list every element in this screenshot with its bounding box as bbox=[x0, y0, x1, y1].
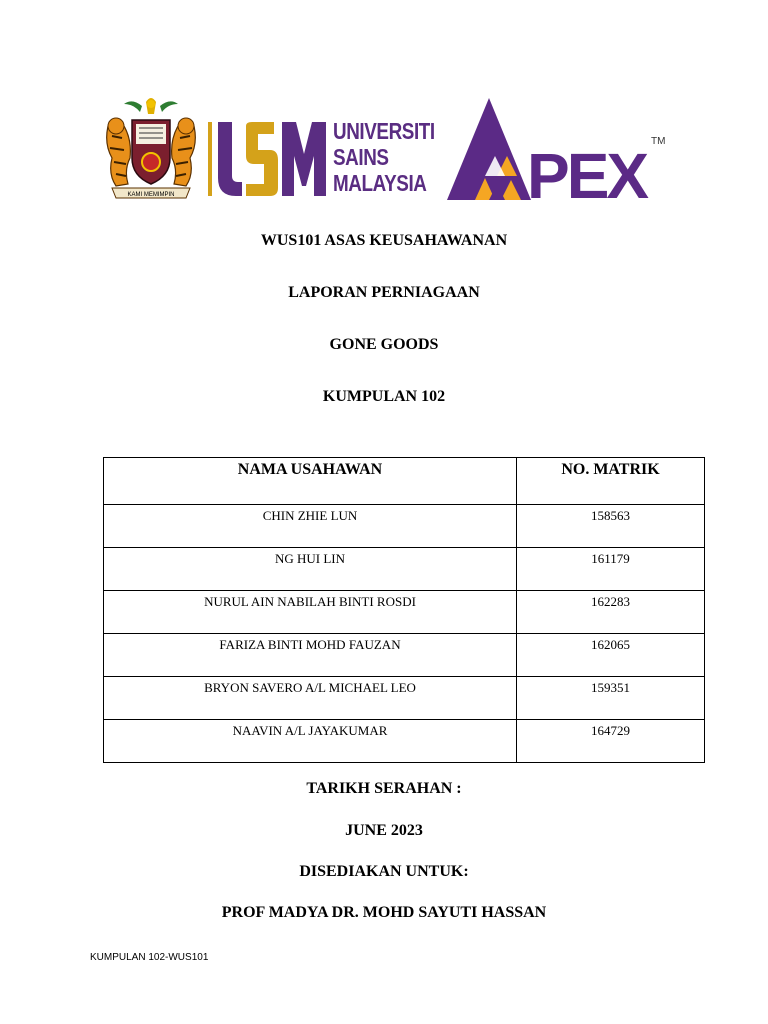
table-header-row bbox=[104, 458, 705, 505]
table-row bbox=[104, 548, 705, 591]
table-row bbox=[104, 677, 705, 720]
page-footer: KUMPULAN 102-WUS101 bbox=[90, 952, 209, 963]
member-matric: 159351 bbox=[517, 677, 705, 720]
submission-date: JUNE 2023 bbox=[345, 822, 423, 839]
usm-crest-icon bbox=[102, 96, 200, 202]
course-title: WUS101 ASAS KEUSAHAWANAN bbox=[260, 232, 508, 249]
table-row bbox=[104, 505, 705, 548]
usm-logo-mark bbox=[208, 120, 326, 198]
table-row bbox=[104, 720, 705, 763]
member-name: NAAVIN A/L JAYAKUMAR bbox=[104, 720, 517, 763]
table-row bbox=[104, 634, 705, 677]
group-number: KUMPULAN 102 bbox=[322, 388, 446, 405]
usm-line-1: UNIVERSITI bbox=[333, 118, 435, 144]
prepared-for-label: DISEDIAKAN UNTUK: bbox=[299, 863, 469, 880]
member-matric: 162283 bbox=[517, 591, 705, 634]
logo-row bbox=[0, 0, 768, 230]
submission-date-label: TARIKH SERAHAN : bbox=[306, 780, 462, 797]
member-matric: 161179 bbox=[517, 548, 705, 591]
member-name: FARIZA BINTI MOHD FAUZAN bbox=[104, 634, 517, 677]
table-row bbox=[104, 591, 705, 634]
report-title: LAPORAN PERNIAGAAN bbox=[288, 284, 480, 301]
apex-wordmark: PEX bbox=[527, 140, 647, 204]
member-name: CHIN ZHIE LUN bbox=[104, 505, 517, 548]
member-matric: 158563 bbox=[517, 505, 705, 548]
crest-ribbon-text: KAMI MEMIMPIN bbox=[127, 192, 175, 198]
member-name: BRYON SAVERO A/L MICHAEL LEO bbox=[104, 677, 517, 720]
header-matric: NO. MATRIK bbox=[517, 458, 705, 505]
usm-wordmark bbox=[333, 118, 435, 196]
usm-line-3: MALAYSIA bbox=[333, 170, 427, 196]
lecturer-name: PROF MADYA DR. MOHD SAYUTI HASSAN bbox=[221, 904, 547, 921]
header-name: NAMA USAHAWAN bbox=[104, 458, 517, 505]
member-name: NG HUI LIN bbox=[104, 548, 517, 591]
member-matric: 164729 bbox=[517, 720, 705, 763]
business-name: GONE GOODS bbox=[329, 336, 439, 353]
members-table bbox=[103, 457, 705, 763]
member-matric: 162065 bbox=[517, 634, 705, 677]
apex-trademark: TM bbox=[651, 136, 666, 147]
apex-logo bbox=[445, 96, 667, 204]
usm-line-2: SAINS bbox=[333, 144, 389, 170]
member-name: NURUL AIN NABILAH BINTI ROSDI bbox=[104, 591, 517, 634]
